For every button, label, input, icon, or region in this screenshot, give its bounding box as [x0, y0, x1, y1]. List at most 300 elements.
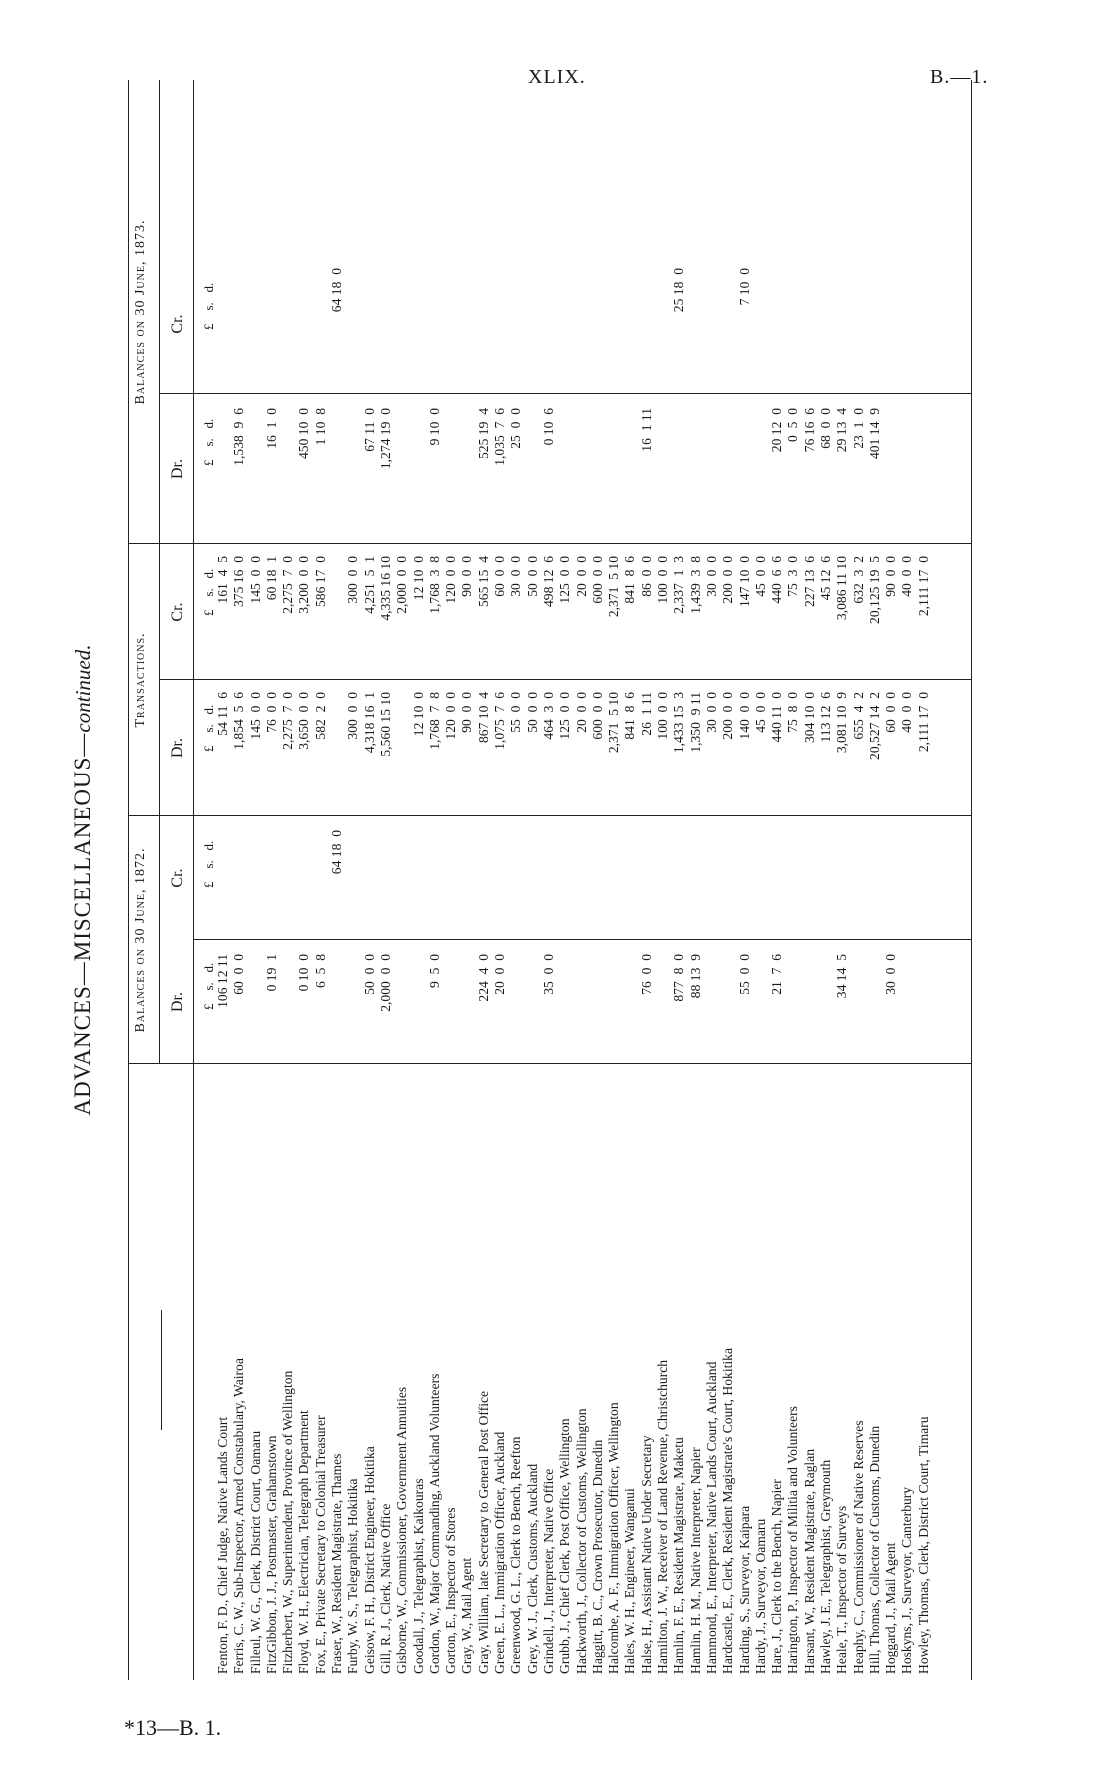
row-name: Hardcastle, E., Clerk, Resident Magistrate's Court, Hokitika — [720, 1348, 736, 1674]
row-name: FitzGibbon, J. J., Postmaster, Grahamstown — [263, 1435, 279, 1674]
amount-b73dr: 29 13 4 — [834, 408, 850, 453]
amount-b73cr — [574, 268, 590, 394]
amount-b73dr — [606, 408, 622, 544]
amount-b72dr — [606, 954, 622, 1064]
table-row — [720, 80, 736, 1680]
amount-b73cr — [655, 268, 671, 394]
amount-b73dr: 1,035 7 6 — [492, 408, 508, 466]
col-header-b72-dr: Dr. — [169, 992, 186, 1012]
amount-tdr: 600 0 0 — [589, 692, 605, 740]
table-row — [769, 80, 785, 1680]
amount-b72dr: 55 0 0 — [736, 954, 752, 995]
amount-tdr: 3,650 0 0 — [296, 692, 312, 750]
amount-b72dr: 35 0 0 — [540, 954, 556, 995]
amount-b72cr — [818, 830, 834, 940]
amount-b72cr — [215, 830, 231, 940]
group-header-transactions: Transactions. — [133, 632, 148, 728]
units-b73-cr: £ s. d. — [201, 282, 216, 330]
table-title — [70, 80, 108, 1680]
table-row — [296, 80, 312, 1680]
amount-tcr: 125 0 0 — [557, 556, 573, 604]
amount-b73dr — [737, 408, 753, 544]
amount-b72cr — [883, 830, 899, 940]
amount-b73dr: 401 14 9 — [866, 408, 882, 459]
amount-tcr: 45 12 6 — [817, 556, 833, 601]
amount-b73cr — [769, 268, 785, 394]
amount-b73cr — [215, 268, 231, 394]
amount-b72cr — [411, 830, 427, 940]
amount-b73cr — [802, 268, 818, 394]
row-name: Gorton, E., Inspector of Stores — [443, 1507, 459, 1674]
table-row — [867, 80, 883, 1680]
table-row — [215, 80, 231, 1680]
amount-tcr: 300 0 0 — [345, 556, 361, 604]
row-name: Fraser, W., Resident Magistrate, Thames — [329, 1453, 345, 1674]
amount-b73dr: 67 11 0 — [361, 408, 377, 452]
amount-b72cr — [459, 830, 475, 940]
amount-tcr: 90 0 0 — [459, 556, 475, 597]
amount-b73dr — [459, 408, 475, 544]
amount-b73cr — [606, 268, 622, 394]
amount-tdr: 841 8 6 — [622, 692, 638, 740]
row-name: Haggitt, B. C., Crown Prosecutor, Dunedin — [589, 1439, 605, 1674]
amount-tdr: 40 0 0 — [899, 692, 915, 733]
amount-b72cr — [525, 830, 541, 940]
table-row — [574, 80, 590, 1680]
row-name: Gray, William, late Secretary to General Post Office — [475, 1390, 491, 1674]
amount-b73dr — [394, 408, 410, 544]
row-name: Halse, H., Assistant Native Under Secretary — [638, 1435, 654, 1674]
amount-b73dr: 16 1 0 — [263, 408, 279, 449]
amount-b72cr — [378, 830, 394, 940]
table-row — [345, 80, 361, 1680]
amount-b73dr — [248, 408, 264, 544]
amount-tcr: 161 4 5 — [215, 556, 230, 604]
amount-tdr: 20,527 14 2 — [866, 692, 882, 760]
col-header-b72-cr: Cr. — [169, 868, 186, 888]
amount-tcr: 86 0 0 — [638, 556, 654, 597]
amount-b73dr — [411, 408, 427, 544]
table-body — [215, 80, 932, 1680]
amount-b72cr — [280, 830, 296, 940]
amount-b73cr — [720, 268, 736, 394]
amount-b72dr — [574, 954, 590, 1064]
table-row — [248, 80, 264, 1680]
table-row — [899, 80, 915, 1680]
units-b73-dr: £ s. d. — [201, 418, 216, 466]
amount-tcr: 20,125 19 5 — [866, 556, 882, 624]
amount-b72dr: 50 0 0 — [361, 954, 377, 995]
amount-tdr: 60 0 0 — [883, 692, 899, 733]
amount-b73cr — [459, 268, 475, 394]
table-row — [785, 80, 801, 1680]
row-name: Gordon, W., Major Commanding, Auckland Volunteers — [426, 1373, 442, 1674]
table-row — [525, 80, 541, 1680]
amount-b72dr — [280, 954, 296, 1064]
table-row — [753, 80, 769, 1680]
amount-tcr: 75 3 0 — [785, 556, 801, 597]
table-row — [883, 80, 899, 1680]
row-name: Fox, E., Private Secretary to Colonial Treasurer — [312, 1415, 328, 1674]
row-name: Fenton, F. D., Chief Judge, Native Lands Court — [215, 1416, 230, 1674]
amount-tdr: 2,275 7 0 — [280, 692, 296, 750]
amount-b73cr — [867, 268, 883, 394]
amount-tdr: 440 11 0 — [769, 692, 785, 743]
amount-b72dr — [916, 954, 932, 1064]
row-name: Green, E. L., Immigration Officer, Auckland — [492, 1431, 508, 1674]
amount-b72dr — [411, 954, 427, 1064]
amount-b73dr — [753, 408, 769, 544]
amount-b73cr — [704, 268, 720, 394]
amount-b73cr — [492, 268, 508, 394]
amount-b72cr — [313, 830, 329, 940]
amount-tdr: 125 0 0 — [557, 692, 573, 740]
amount-b73dr: 76 16 6 — [801, 408, 817, 453]
amount-b73dr — [329, 408, 345, 544]
amount-b73cr — [851, 268, 867, 394]
amount-b73cr — [557, 268, 573, 394]
amount-b72dr: 30 0 0 — [883, 954, 899, 995]
amount-tcr: 147 10 0 — [736, 556, 752, 607]
amount-b72cr — [427, 830, 443, 940]
amount-tdr: 1,768 7 8 — [426, 692, 442, 750]
amount-tdr: 100 0 0 — [655, 692, 671, 740]
row-name: Howley, Thomas, Clerk, District Court, Timaru — [915, 1416, 931, 1674]
amount-tdr: 5,560 15 10 — [377, 692, 393, 757]
table-row — [541, 80, 557, 1680]
row-name: Hawley, J. E., Telegraphist, Greymouth — [817, 1459, 833, 1674]
amount-tcr: 30 0 0 — [703, 556, 719, 597]
table-row — [688, 80, 704, 1680]
amount-b73dr — [590, 408, 606, 544]
row-name: Furby, W. S., Telegraphist, Hokitika — [345, 1478, 361, 1674]
amount-tcr: 60 18 1 — [263, 556, 279, 601]
group-header-1873: Balances on 30 June, 1873. — [133, 219, 148, 405]
page-number: XLIX. — [528, 66, 586, 88]
amount-tcr: 200 0 0 — [720, 556, 736, 604]
amount-tcr: 2,275 7 0 — [280, 556, 296, 614]
amount-b73dr — [688, 408, 704, 544]
row-name: Filleul, W. G., Clerk, District Court, Oamaru — [247, 1430, 263, 1674]
amount-tdr: 1,433 15 3 — [671, 692, 687, 754]
amount-b73dr — [671, 408, 687, 544]
amount-tdr: 4,318 16 1 — [361, 692, 377, 754]
amount-b72dr: 6 5 8 — [312, 954, 328, 988]
amount-b72cr — [557, 830, 573, 940]
amount-tdr: 76 0 0 — [263, 692, 279, 733]
amount-tdr: 300 0 0 — [345, 692, 361, 740]
row-name: Hackworth, J., Collector of Customs, Wellington — [573, 1408, 589, 1674]
amount-b72dr — [345, 954, 361, 1064]
amount-tcr: 586 17 0 — [312, 556, 328, 607]
header-rule-groups — [159, 80, 160, 1064]
table-row — [231, 80, 247, 1680]
amount-tdr: 145 0 0 — [247, 692, 263, 740]
amount-tdr: 304 10 0 — [801, 692, 817, 743]
amount-b73dr — [655, 408, 671, 544]
amount-b72cr — [248, 830, 264, 940]
amount-b72cr — [443, 830, 459, 940]
amount-b73dr: 16 1 11 — [638, 408, 654, 452]
amount-b72dr — [867, 954, 883, 1064]
amount-b72cr — [655, 830, 671, 940]
amount-b72dr — [704, 954, 720, 1064]
amount-b73dr — [883, 408, 899, 544]
amount-b73cr — [248, 268, 264, 394]
amount-b72cr — [867, 830, 883, 940]
amount-tdr: 26 1 11 — [638, 692, 654, 736]
row-name: Hammond, E., Interpreter, Native Lands Court, Auckland — [703, 1361, 719, 1674]
amount-b72dr — [590, 954, 606, 1064]
amount-b72cr — [394, 830, 410, 940]
table-title-suffix: continued. — [71, 644, 95, 733]
amount-tdr: 12 10 0 — [410, 692, 426, 737]
amount-tdr: 2,371 5 10 — [606, 692, 622, 754]
row-name: Hare, J., Clerk to the Bench, Napier — [769, 1479, 785, 1674]
row-name: Fitzherbert, W., Superintendent, Province of Wellington — [280, 1370, 296, 1674]
table-row — [508, 80, 524, 1680]
table-row — [362, 80, 378, 1680]
row-name: Hoskyns, J., Surveyor, Canterbury — [899, 1486, 915, 1674]
amount-b73dr: 1,274 19 0 — [377, 408, 393, 470]
amount-tcr: 1,439 3 8 — [687, 556, 703, 614]
amount-tdr: 2,111 17 0 — [915, 692, 931, 753]
amount-b72dr: 20 0 0 — [492, 954, 508, 995]
amount-b72cr — [231, 830, 247, 940]
amount-b72cr — [492, 830, 508, 940]
table-row — [476, 80, 492, 1680]
amount-tdr: 3,081 10 9 — [834, 692, 850, 754]
amount-b72cr — [704, 830, 720, 940]
amount-tcr: 50 0 0 — [524, 556, 540, 597]
amount-b73dr: 0 5 0 — [785, 408, 801, 442]
amount-b72cr — [769, 830, 785, 940]
amount-b73dr: 1 10 8 — [312, 408, 328, 446]
header-dash — [161, 1310, 162, 1430]
amount-b73cr — [427, 268, 443, 394]
table-row — [655, 80, 671, 1680]
amount-b73dr: 450 10 0 — [296, 408, 312, 459]
amount-tdr: 1,075 7 6 — [492, 692, 508, 750]
row-name: Grey, W. J., Clerk, Customs, Auckland — [524, 1463, 540, 1674]
amount-b72dr — [525, 954, 541, 1064]
amount-tdr: 50 0 0 — [524, 692, 540, 733]
table-row — [737, 80, 753, 1680]
amount-b73dr: 20 12 0 — [769, 408, 785, 453]
amount-b73cr — [280, 268, 296, 394]
row-name: Hoggard, J., Mail Agent — [883, 1542, 899, 1674]
amount-b73cr — [916, 268, 932, 394]
amount-b72dr: 106 12 11 — [215, 954, 230, 1008]
table-row — [802, 80, 818, 1680]
amount-b73cr — [378, 268, 394, 394]
amount-tdr: 867 10 4 — [475, 692, 491, 743]
amount-b72dr: 877 8 0 — [671, 954, 687, 1002]
amount-b72cr — [345, 830, 361, 940]
row-name: Hamilton, J. W., Receiver of Land Revenue, Christchurch — [655, 1359, 671, 1674]
amount-b73cr — [899, 268, 915, 394]
amount-tcr: 375 16 0 — [231, 556, 247, 607]
amount-tdr: 45 0 0 — [752, 692, 768, 733]
amount-b72cr — [834, 830, 850, 940]
amount-b72cr — [508, 830, 524, 940]
amount-tcr: 565 15 4 — [475, 556, 491, 607]
amount-b73dr: 68 0 0 — [817, 408, 833, 449]
row-name: Heale, T., Inspector of Surveys — [834, 1505, 850, 1674]
amount-tcr: 12 10 0 — [410, 556, 426, 601]
table-row — [459, 80, 475, 1680]
amount-tdr: 55 0 0 — [508, 692, 524, 733]
amount-tcr: 4,335 16 10 — [377, 556, 393, 621]
units-b72-dr: £ s. d. — [201, 962, 216, 1010]
amount-b72dr: 76 0 0 — [638, 954, 654, 995]
amount-tcr: 498 12 6 — [540, 556, 556, 607]
amount-b72cr — [802, 830, 818, 940]
row-name: Ferris, C. W., Sub-Inspector, Armed Constabulary, Wairoa — [231, 1358, 247, 1674]
amount-b73dr: 23 1 0 — [850, 408, 866, 449]
amount-tdr: 90 0 0 — [459, 692, 475, 733]
amount-tcr: 841 8 6 — [622, 556, 638, 604]
amount-tcr: 440 6 6 — [769, 556, 785, 604]
table-row — [818, 80, 834, 1680]
amount-b73cr — [818, 268, 834, 394]
amount-b72dr — [802, 954, 818, 1064]
amount-tcr: 2,000 0 0 — [394, 556, 410, 614]
row-name: Gill, R. J., Clerk, Native Office — [377, 1503, 393, 1674]
amount-b72dr — [443, 954, 459, 1064]
row-name: Halcombe, A. F., Immigration Officer, Wellington — [606, 1402, 622, 1674]
amount-b73dr — [280, 408, 296, 544]
amount-b73dr — [443, 408, 459, 544]
amount-tdr: 120 0 0 — [443, 692, 459, 740]
amount-b73cr — [883, 268, 899, 394]
amount-b73cr — [394, 268, 410, 394]
amount-b73cr — [525, 268, 541, 394]
amount-b72cr — [296, 830, 312, 940]
row-name: Geisow, F. H., District Engineer, Hokitika — [361, 1446, 377, 1674]
amount-b72dr: 88 13 9 — [687, 954, 703, 999]
amount-tcr: 2,371 5 10 — [606, 556, 622, 618]
amount-tcr: 145 0 0 — [247, 556, 263, 604]
document-reference: B.—1. — [930, 66, 989, 88]
group-header-1872: Balances on 30 June, 1872. — [133, 847, 148, 1033]
amount-b72dr — [655, 954, 671, 1064]
row-name: Harding, S., Surveyor, Kaipara — [736, 1505, 752, 1674]
row-name: Hamlin, F. E., Resident Magistrate, Maketu — [671, 1437, 687, 1674]
amount-tcr: 3,200 0 0 — [296, 556, 312, 614]
amount-b72cr — [264, 830, 280, 940]
amount-b73dr: 0 10 6 — [540, 408, 556, 446]
amount-tdr: 113 12 6 — [817, 692, 833, 743]
row-name: Grubb, J., Chief Clerk, Post Office, Wellington — [557, 1418, 573, 1674]
amount-tcr: 2,111 17 0 — [915, 556, 931, 617]
table-row — [394, 80, 410, 1680]
amount-b72cr — [688, 830, 704, 940]
amount-b72dr: 21 7 6 — [769, 954, 785, 995]
table-row — [590, 80, 606, 1680]
amount-b72cr: 64 18 0 — [329, 830, 345, 875]
row-name: Greenwood, G. L., Clerk to Bench, Reefton — [508, 1436, 524, 1674]
table-row — [329, 80, 345, 1680]
row-name: Harington, P., Inspector of Militia and Volunteers — [785, 1406, 801, 1674]
amount-tcr: 3,086 11 10 — [834, 556, 850, 621]
table-row — [313, 80, 329, 1680]
table-row — [411, 80, 427, 1680]
amount-tcr: 100 0 0 — [655, 556, 671, 604]
amount-tcr: 40 0 0 — [899, 556, 915, 597]
amount-tdr: 582 2 0 — [312, 692, 328, 740]
amount-tcr: 45 0 0 — [752, 556, 768, 597]
amount-tdr: 30 0 0 — [703, 692, 719, 733]
row-name: Harsant, W., Resident Magistrate, Raglan — [801, 1448, 817, 1674]
amount-tdr — [329, 692, 345, 816]
amount-tdr: 1,350 9 11 — [687, 692, 703, 753]
table-row — [704, 80, 720, 1680]
amount-b73cr — [296, 268, 312, 394]
amount-b72cr — [737, 830, 753, 940]
amount-tdr — [394, 692, 410, 816]
amount-b73cr: 64 18 0 — [329, 268, 345, 313]
row-name: Hardy, J., Surveyor, Oamaru — [752, 1518, 768, 1674]
amount-b72cr — [541, 830, 557, 940]
amount-b73dr — [525, 408, 541, 544]
amount-b73cr — [443, 268, 459, 394]
amount-b72cr — [899, 830, 915, 940]
row-name: Heaphy, C., Commissioner of Native Reserves — [850, 1420, 866, 1674]
row-name: Gisborne, W., Commissioner, Government Annuities — [394, 1386, 410, 1674]
amount-tcr: 60 0 0 — [492, 556, 508, 597]
col-header-b73-dr: Dr. — [169, 459, 186, 479]
col-header-trans-dr: Dr. — [169, 738, 186, 758]
amount-tcr — [329, 556, 345, 680]
amount-b73cr — [834, 268, 850, 394]
amount-b73dr — [720, 408, 736, 544]
amount-b72dr: 0 10 0 — [296, 954, 312, 992]
amount-b73dr: 525 19 4 — [475, 408, 491, 459]
amount-b73cr — [264, 268, 280, 394]
amount-b73dr: 1,538 9 6 — [231, 408, 247, 466]
amount-tdr: 140 0 0 — [736, 692, 752, 740]
amount-b72cr — [916, 830, 932, 940]
table-row — [280, 80, 296, 1680]
col-header-b73-cr: Cr. — [169, 314, 186, 334]
amount-b72dr — [753, 954, 769, 1064]
amount-b72dr — [248, 954, 264, 1064]
amount-b72dr — [851, 954, 867, 1064]
amount-b72dr: 34 14 5 — [834, 954, 850, 999]
row-name: Hales, W. H., Engineer, Wanganui — [622, 1488, 638, 1674]
amount-b72dr — [622, 954, 638, 1064]
amount-b73cr — [411, 268, 427, 394]
amount-b73dr — [557, 408, 573, 544]
units-trans-cr: £ s. d. — [201, 568, 216, 616]
row-name: Gray, W., Mail Agent — [459, 1557, 475, 1674]
amount-b72cr — [671, 830, 687, 940]
amount-b72dr: 0 19 1 — [263, 954, 279, 992]
amount-b73cr — [639, 268, 655, 394]
amount-b73cr — [508, 268, 524, 394]
amount-b72dr: 224 4 0 — [475, 954, 491, 1002]
amount-b72cr — [851, 830, 867, 940]
units-trans-dr: £ s. d. — [201, 704, 216, 752]
amount-b73cr — [345, 268, 361, 394]
row-name: Hamlin, H. M., Native Interpreter, Napier — [687, 1447, 703, 1674]
amount-tcr: 30 0 0 — [508, 556, 524, 597]
amount-tdr: 464 3 0 — [540, 692, 556, 740]
table-row — [916, 80, 932, 1680]
amount-b72cr — [606, 830, 622, 940]
amount-b72dr: 9 5 0 — [426, 954, 442, 988]
